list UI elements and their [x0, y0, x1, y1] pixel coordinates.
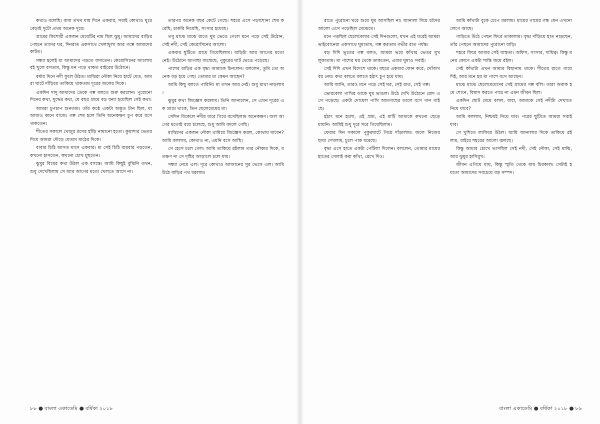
paragraph: শহরে ফিরে আবার সেই ব্যস্ততা। অফিস, সংসার, দায়িত্ব। কিন্তু মনের কোণে একটা শান্তি জমে রইল। — [450, 51, 572, 64]
paragraph: তবু মাঝে মাঝে রাতে ঘুম ভেঙে গেলে মনে পড়ে সেই উঠোন, সেই নদী, সেই কেরোসিনের আলো। — [162, 35, 284, 48]
paragraph: বাবার চিঠি আসত মাসে একবার। মা সেই চিঠি বারবার পড়তেন, কখনো হাসতেন, কখনো চোখ মুছতেন। — [30, 146, 152, 159]
paragraph: রাতে পুরোনো ঘরে শুয়ে ঘুম আসছিল না। জানালা দিয়ে চাঁদের আলো এসে পড়েছিল মেঝেতে। — [318, 19, 440, 32]
paragraph: সেই কাঁথাটা এখন আমার বিছানায় থাকে। শীতের রাতে গায়ে দিই, আর মনে হয় মা পাশে বসে আছেন। — [450, 67, 572, 80]
paragraph: কিন্তু আমার চোখে ভাসছিল সেই নদী, সেই নৌকা, সেই মাঝি, আর ঝুমুর হাসিমুখ। — [450, 147, 572, 160]
paragraph: শীতের সকালে খেজুর রসের হাঁড়ি নামানো হতো। কুয়াশার ভেতর দিয়ে আমরা দৌড়ে যেতাম মাঠের দিকে। — [30, 130, 152, 143]
paragraph: জীবন এগিয়ে যায়, কিন্তু স্মৃতি থেকে যায় চিরকাল। সেটাই হয়তো আমাদের সবচেয়ে বড় সম্পদ। — [450, 163, 572, 176]
paragraph: আমি বললাম, নিশ্চয়ই নিয়ে যাব। পরের ছুটিতে আমরা সবাই যাব। — [450, 115, 572, 128]
paragraph: ঝুমুর কথা জিজ্ঞেস করলাম। তিনি জানালেন, সে এখন দূরের এক গ্রামে থাকে, তিন ছেলেমেয়ের মা। — [162, 99, 284, 112]
paragraph: সে হেসে চলে গেল। আমি তাকিয়ে রইলাম তার নৌকার দিকে, যতক্ষণ না সে দৃষ্টির আড়ালে চলে যায়। — [162, 147, 284, 160]
book-gutter — [296, 0, 304, 424]
paragraph: গ্রামের কিশোরী একজন মেয়েটির নাম ছিল ঝুমু। আমাদের বাড়ির পেছনে তাদের ঘর, দিনরাত একসাথে খেলাধুলা আর গল্পে আমাদের কাটত। — [30, 35, 152, 55]
paragraph: কথাও বলেছি। বাবা তখন যায় দিনে একবার, সবাই কোথাও ঘুরে বেড়াই দুটো প্রথম অনেক দূরে। — [30, 19, 152, 32]
paragraph: গাড়িতে উঠে পেছন ফিরে তাকালাম। বৃদ্ধা দাঁড়িয়ে হাত নাড়ছেন, তাঁর পেছনে আমাদের পুরোনো বাড়ি। — [450, 35, 572, 48]
paragraph: বড় দিদি ভূতের গল্প বলত, আমরা ভয়ে কাঁথার ভেতর মুখ লুকাতাম। মা পাশের ঘর থেকে ডাকতেন, এবার ঘুমাও সবাই। — [318, 51, 440, 64]
left-page-footer: ৮৮ ● বাংলা একাডেমি ● বর্ষিকা ২০১৮ — [30, 406, 113, 412]
paragraph: তারপর অনেক বছর কেটে গেছে। শহরে এসে পড়াশোনা শেষ করেছি, চাকরি নিয়েছি, সংসার হয়েছে। — [162, 19, 284, 32]
left-page-column-1 — [30, 18, 152, 390]
paragraph: বৃদ্ধা এসে হাতে একটা পোঁটলা দিলেন। বললেন, তোমার মায়ের হাতের সেলাই করা কাঁথা, রেখে দিও। — [318, 147, 440, 160]
right-page-footer: বাংলা একাডেমি ● বর্ষিকা ২০১৮ ● ৮৯ — [499, 406, 582, 412]
paragraph: একদিন দাদু আমাদের ডেকে গল্প বলতে শুরু করলেন। পুরোনো দিনের কথা, যুদ্ধের কথা, যে বছর গ্রামে বড় বন্যা হয়েছিল সেই কথা। — [30, 90, 152, 103]
left-page-column-2 — [162, 18, 284, 390]
paragraph: হঠাৎ মনে হলো, এই গ্রাম, এই মাটি আমাকে কখনো ছেড়ে যায়নি। আমিই শুধু দূরে সরে গিয়েছিলাম। — [318, 115, 440, 128]
right-page-column-1 — [318, 18, 440, 390]
paragraph: সন্ধ্যা নেমে এল। দূরে কোথাও আজানের সুর ভেসে এল। আমি উঠে বাড়ির পথ ধরলাম। — [162, 163, 284, 176]
paragraph: মনে পড়ছিল ছেলেবেলার সেই দিনগুলো, যখন এই ঘরেই আমরা ভাইবোনেরা একসাথে ঘুমাতাম, গল্প করতাম গভীর রাত পর্যন্ত। — [318, 35, 440, 48]
paragraph: মাঝিদের একজন নৌকা থামিয়ে জিজ্ঞেস করল, কোথায় যাবেন? আমি বললাম, কোথাও না, এমনি বসে আছি। — [162, 131, 284, 144]
paragraph: ফেরার দিন সকালে পুকুরঘাটে গিয়ে দাঁড়ালাম। জলে নিজের ছায়া দেখলাম, চুলে পাক ধরেছে। — [318, 131, 440, 144]
paragraph: পাশের বাড়ির এক বৃদ্ধা আমাকে চিনলেন। বললেন, তুমি তো অনেক বড় হয়ে গেছ। তোমার মা কেমন আছেন? — [162, 67, 284, 80]
paragraph: ঝুমুর বিয়ের কথা উঠল এক বসন্তে। আমি কিছুই বুঝিনি তখন, শুধু দেখেছিলাম সে আর আগের মতো খেলতে আসে না। — [30, 162, 152, 175]
paragraph: সেদিন বিকেলে নদীর ধারে গিয়ে বসেছিলাম অনেকক্ষণ। জল আগের মতোই বয়ে চলেছে, শুধু আমি বদলে গেছি। — [162, 115, 284, 128]
paragraph: ভোরবেলা পাখির ডাকে ঘুম ভাঙল। উঠে দেখি উঠোনে রোদ এসে পড়েছে। একটা দোয়েল পাখি আমগাছের ডালে বসে গান গাইছে। — [318, 91, 440, 112]
paragraph: আমি কাঁথাটা বুকে চেপে ধরলাম। মায়ের গায়ের গন্ধ যেন এখনো লেগে আছে। — [450, 19, 572, 32]
paragraph: সেই দিদি এখন বিদেশে থাকে। বছরে একবার ফোন করে, খোঁজখবর নেয়। কথা বলতে বলতে হঠাৎ চুপ হয়ে যায়। — [318, 67, 440, 80]
right-page — [300, 0, 600, 424]
paragraph: সন্ধ্যা হলেই মা আমাদের পড়তে বসাতেন। কেরোসিনের আলোয় বই খুলে বসতাম, কিন্তু মন পড়ে থাকত বাইরের উঠোনে। — [30, 58, 152, 71]
paragraph: একদিন ছোট মেয়ে বলল, বাবা, আমাকে সেই নদীটা দেখাতে নিয়ে যাবে? — [450, 99, 572, 112]
paragraph: একবার ছুটিতে গ্রামে গিয়েছিলাম। বাড়িটা আর আগের মতো নেই। উঠোনে আগাছা জন্মেছে, পুকুরের ঘাট ভেঙে পড়েছে। — [162, 51, 284, 64]
paragraph: আমি কিছু বলতে পারিনি। মা তখন আর নেই। শুধু মাথা নাড়লাম। — [162, 83, 284, 96]
right-page-column-2 — [450, 18, 572, 390]
paragraph: আমি জানি, তারও মনে পড়ে সেই ঘর, সেই রাত, সেই গল্প। — [324, 83, 431, 88]
paragraph: বর্ষার দিনে নদী ফুলে উঠত। মাঝিরা নৌকা নিয়ে হাটে যেত, আমরা ঘাটে দাঁড়িয়ে তাকিয়ে থাকতাম দূরের জলের দিকে। — [30, 74, 152, 87]
paragraph: মাঝে মাঝে ছেলেমেয়েদের সেই গ্রামের গল্প বলি। তারা অবাক হয়ে শোনে, বিশ্বাস করতে পারে না এমন জীবন ছিল। — [450, 83, 572, 96]
paragraph: আমরা চুপচাপ শুনতাম। তাঁর কণ্ঠে একটা অদ্ভুত টান ছিল, যা আজও কানে বাজে। গল্প শেষ হলে তিনি অনেকক্ষণ চুপ করে বসে থাকতেন। — [30, 106, 152, 127]
paragraph: সে খুশিতে লাফিয়ে উঠল। আমি জানালার দিকে তাকিয়ে রইলাম, বাইরে শহরের আলো জ্বলছে। — [450, 131, 572, 144]
